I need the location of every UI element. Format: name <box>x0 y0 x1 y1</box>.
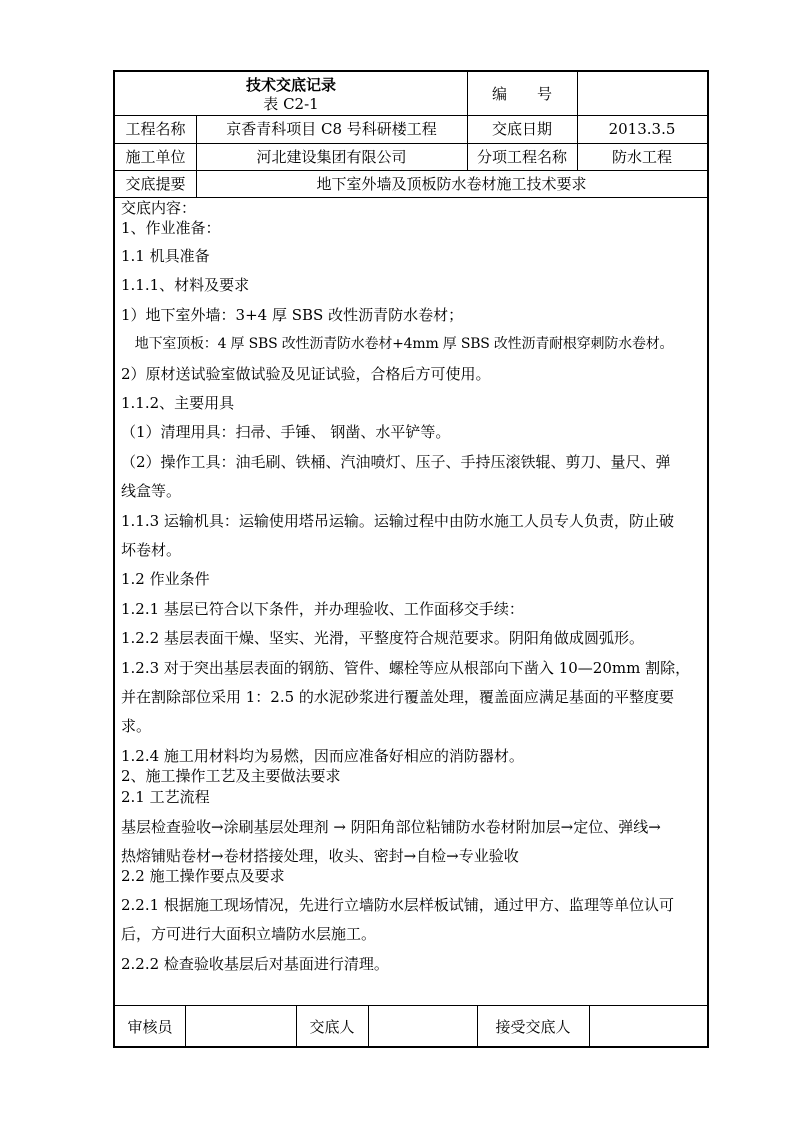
content-line: 坏卷材。 <box>121 541 182 559</box>
row-divider <box>115 170 707 171</box>
discloser-label: 交底人 <box>309 1018 355 1036</box>
project-value[interactable]: 京香青科项目 C8 号科研楼工程 <box>226 120 437 138</box>
content-line: 2.2.2 检查验收基层后对基面进行清理。 <box>121 955 389 973</box>
col-divider <box>185 1005 186 1048</box>
content-line: 基层检查验收→涂刷基层处理剂 → 阴阳角部位粘铺防水卷材附加层→定位、弹线→ <box>121 818 661 836</box>
date-value[interactable]: 2013.3.5 <box>608 120 676 138</box>
unit-value[interactable]: 河北建设集团有限公司 <box>256 148 407 166</box>
content-line: （1）清理用具：扫帚、手锤、 钢凿、水平铲等。 <box>121 423 451 441</box>
row-divider <box>115 197 707 198</box>
content-line: 1.1.2、主要用具 <box>121 394 235 412</box>
content-line: （2）操作工具：油毛刷、铁桶、汽油喷灯、压子、手持压滚铁辊、剪刀、量尺、弹 <box>121 453 671 471</box>
content-line: 线盒等。 <box>121 482 182 500</box>
content-line: 1.1 机具准备 <box>121 247 210 265</box>
form-title: 技术交底记录 <box>245 76 336 94</box>
content-line: 地下室顶板：4 厚 SBS 改性沥青防水卷材+4mm 厚 SBS 改性沥青耐根穿刺防水卷材。 <box>121 336 674 352</box>
disclosure-form <box>113 70 709 1048</box>
summary-label: 交底提要 <box>125 175 186 193</box>
unit-label: 施工单位 <box>125 148 186 166</box>
content-line: 1.1.1、材料及要求 <box>121 276 250 294</box>
content-line: 1.2.4 施工用材料均为易燃，因而应准备好相应的消防器材。 <box>121 747 524 765</box>
content-line: 1、作业准备： <box>121 219 221 237</box>
content-line: 热熔铺贴卷材→卷材搭接处理，收头、密封→自检→专业验收 <box>121 847 519 865</box>
sub-project-label: 分项工程名称 <box>476 148 567 166</box>
project-label: 工程名称 <box>125 120 186 138</box>
row-divider <box>115 1005 707 1006</box>
receiver-label: 接受交底人 <box>495 1018 571 1036</box>
col-divider <box>368 1005 369 1048</box>
row-divider <box>115 143 707 144</box>
row-divider <box>115 115 707 116</box>
content-line: 交底内容： <box>121 199 197 217</box>
content-line: 1）地下室外墙：3+4 厚 SBS 改性沥青防水卷材； <box>121 306 464 324</box>
content-line: 1.2.2 基层表面干燥、坚实、光滑，平整度符合规范要求。阴阳角做成圆弧形。 <box>121 629 644 647</box>
content-line: 求。 <box>121 717 152 735</box>
content-line: 2）原材送试验室做试验及见证试验，合格后方可使用。 <box>121 365 491 383</box>
summary-value[interactable]: 地下室外墙及顶板防水卷材施工技术要求 <box>316 175 587 193</box>
reviewer-label: 审核员 <box>127 1018 173 1036</box>
content-line: 1.2.1 基层已符合以下条件，并办理验收、工作面移交手续： <box>121 600 524 618</box>
content-line: 2.1 工艺流程 <box>121 788 210 806</box>
content-line: 1.2.3 对于突出基层表面的钢筋、管件、螺栓等应从根部向下凿入 10—20mm 割除， <box>121 659 691 677</box>
content-line: 2.2.1 根据施工现场情况，先进行立墙防水层样板试铺，通过甲方、监理等单位认可 <box>121 896 674 914</box>
content-line: 2.2 施工操作要点及要求 <box>121 867 285 885</box>
number-label: 编 号 <box>491 85 552 103</box>
content-line: 1.2 作业条件 <box>121 570 210 588</box>
content-line: 并在割除部位采用 1：2.5 的水泥砂浆进行覆盖处理，覆盖面应满足基面的平整度要 <box>121 688 674 706</box>
date-label: 交底日期 <box>491 120 552 138</box>
sub-project-value[interactable]: 防水工程 <box>611 148 672 166</box>
form-number: 表 C2-1 <box>263 95 319 113</box>
content-line: 2、施工操作工艺及主要做法要求 <box>121 767 341 785</box>
content-line: 1.1.3 运输机具：运输使用塔吊运输。运输过程中由防水施工人员专人负责，防止破 <box>121 512 674 530</box>
col-divider <box>589 1005 590 1048</box>
content-line: 后，方可进行大面积立墙防水层施工。 <box>121 925 377 943</box>
